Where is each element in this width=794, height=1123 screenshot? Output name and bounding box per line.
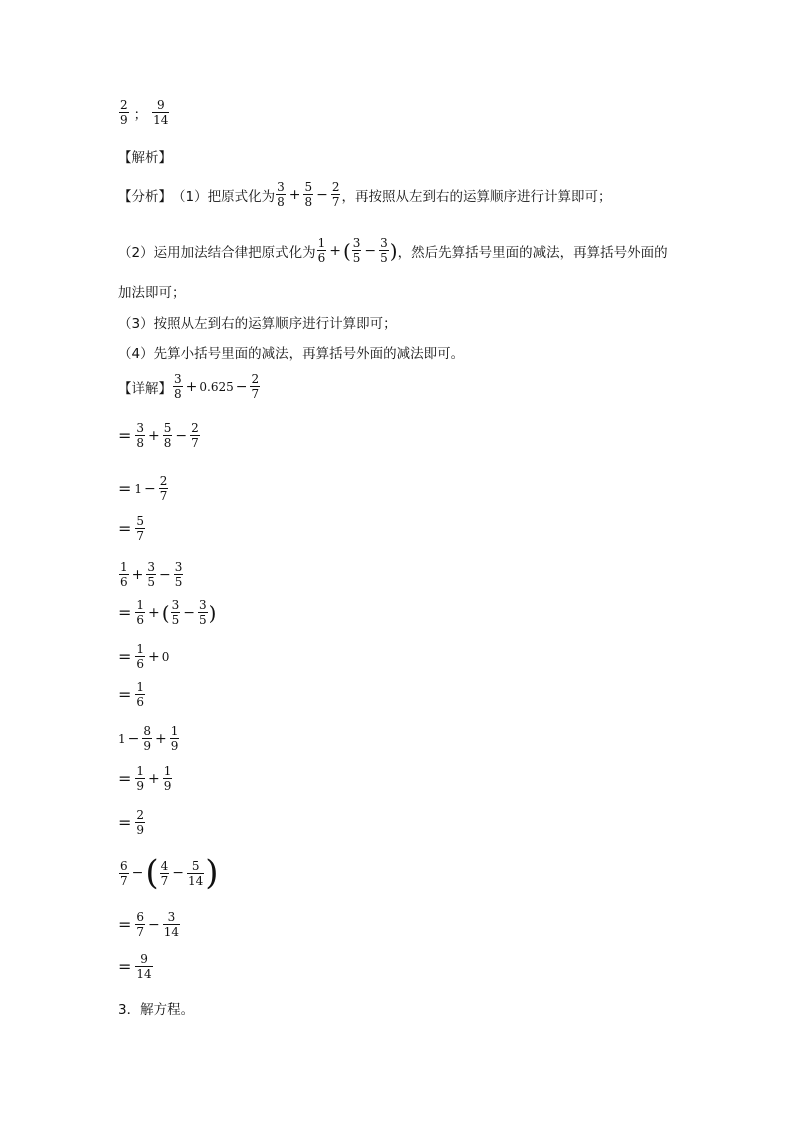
- xiangjie-line: 【详解】 $\frac{3}{8}$ + 0.625 − $\frac{2}{7}$: [118, 372, 260, 401]
- step-line: = $\frac{1}{9}$ + $\frac{1}{9}$: [118, 764, 172, 793]
- step-line: = $\frac{9}{14}$: [118, 952, 152, 981]
- step-line: = $\frac{1}{6}$ + ( $\frac{3}{5}$ − $\frac{3}{5}$ ): [118, 598, 217, 627]
- fenxi-p1: 【分析】 （1）把原式化为 $\frac{3}{8}$ + $\frac{5}{8}$ − $\frac{2}{7}$ ，再按照从左到右的运算顺序进行计算即可；: [118, 180, 612, 209]
- problem-2-expression: $\frac{1}{6}$ + $\frac{3}{5}$ − $\frac{3}{5}$: [120, 560, 183, 589]
- step-line: = $\frac{3}{8}$ + $\frac{5}{8}$ − $\frac{2}{7}$: [118, 421, 199, 450]
- decimal-value: 0.625: [199, 379, 234, 394]
- step-line: = $\frac{5}{7}$: [118, 514, 145, 543]
- xiangjie-label: 【详解】: [118, 380, 172, 397]
- step-line: = $\frac{6}{7}$ − $\frac{3}{14}$: [118, 910, 180, 939]
- step-line: = $\frac{1}{6}$: [118, 680, 145, 709]
- problem-3-expression: 1 − $\frac{8}{9}$ + $\frac{1}{9}$: [118, 724, 179, 753]
- fenxi-p2-prefix: （2）运用加法结合律把原式化为: [118, 244, 316, 261]
- fraction: $\frac{9}{14}$: [153, 98, 169, 127]
- fenxi-p2-cont: 加法即可；: [118, 285, 186, 301]
- fenxi-p3: （3）按照从左到右的运算顺序进行计算即可；: [118, 316, 397, 332]
- fenxi-p4: （4）先算小括号里面的减法，再算括号外面的减法即可。: [118, 346, 465, 362]
- answers-line: [118, 98, 170, 127]
- fenxi-p2-suffix: ，然后先算括号里面的减法，再算括号外面的: [397, 244, 668, 261]
- next-question: 3．解方程。: [118, 1002, 195, 1018]
- jiexi-label: 【解析】: [118, 150, 172, 166]
- fenxi-p1-suffix: ，再按照从左到右的运算顺序进行计算即可；: [341, 188, 612, 205]
- fraction: $\frac{2}{9}$: [120, 98, 128, 127]
- fenxi-label: 【分析】: [118, 188, 172, 205]
- fenxi-p2: （2）运用加法结合律把原式化为 $\frac{1}{6}$ + ( $\frac{3}{5}$ − $\frac{3}{5}$ ) ，然后先算括号里面的减法，再算括号外面的: [118, 236, 668, 265]
- step-line: = 1 − $\frac{2}{7}$: [118, 474, 168, 503]
- separator: ；: [133, 106, 148, 123]
- step-line: = $\frac{2}{9}$: [118, 808, 145, 837]
- problem-4-expression: $\frac{6}{7}$ − ( $\frac{4}{7}$ − $\frac{5}{14}$ ): [120, 853, 219, 893]
- step-line: = $\frac{1}{6}$ + 0: [118, 642, 170, 671]
- fenxi-p1-prefix: （1）把原式化为: [172, 188, 276, 205]
